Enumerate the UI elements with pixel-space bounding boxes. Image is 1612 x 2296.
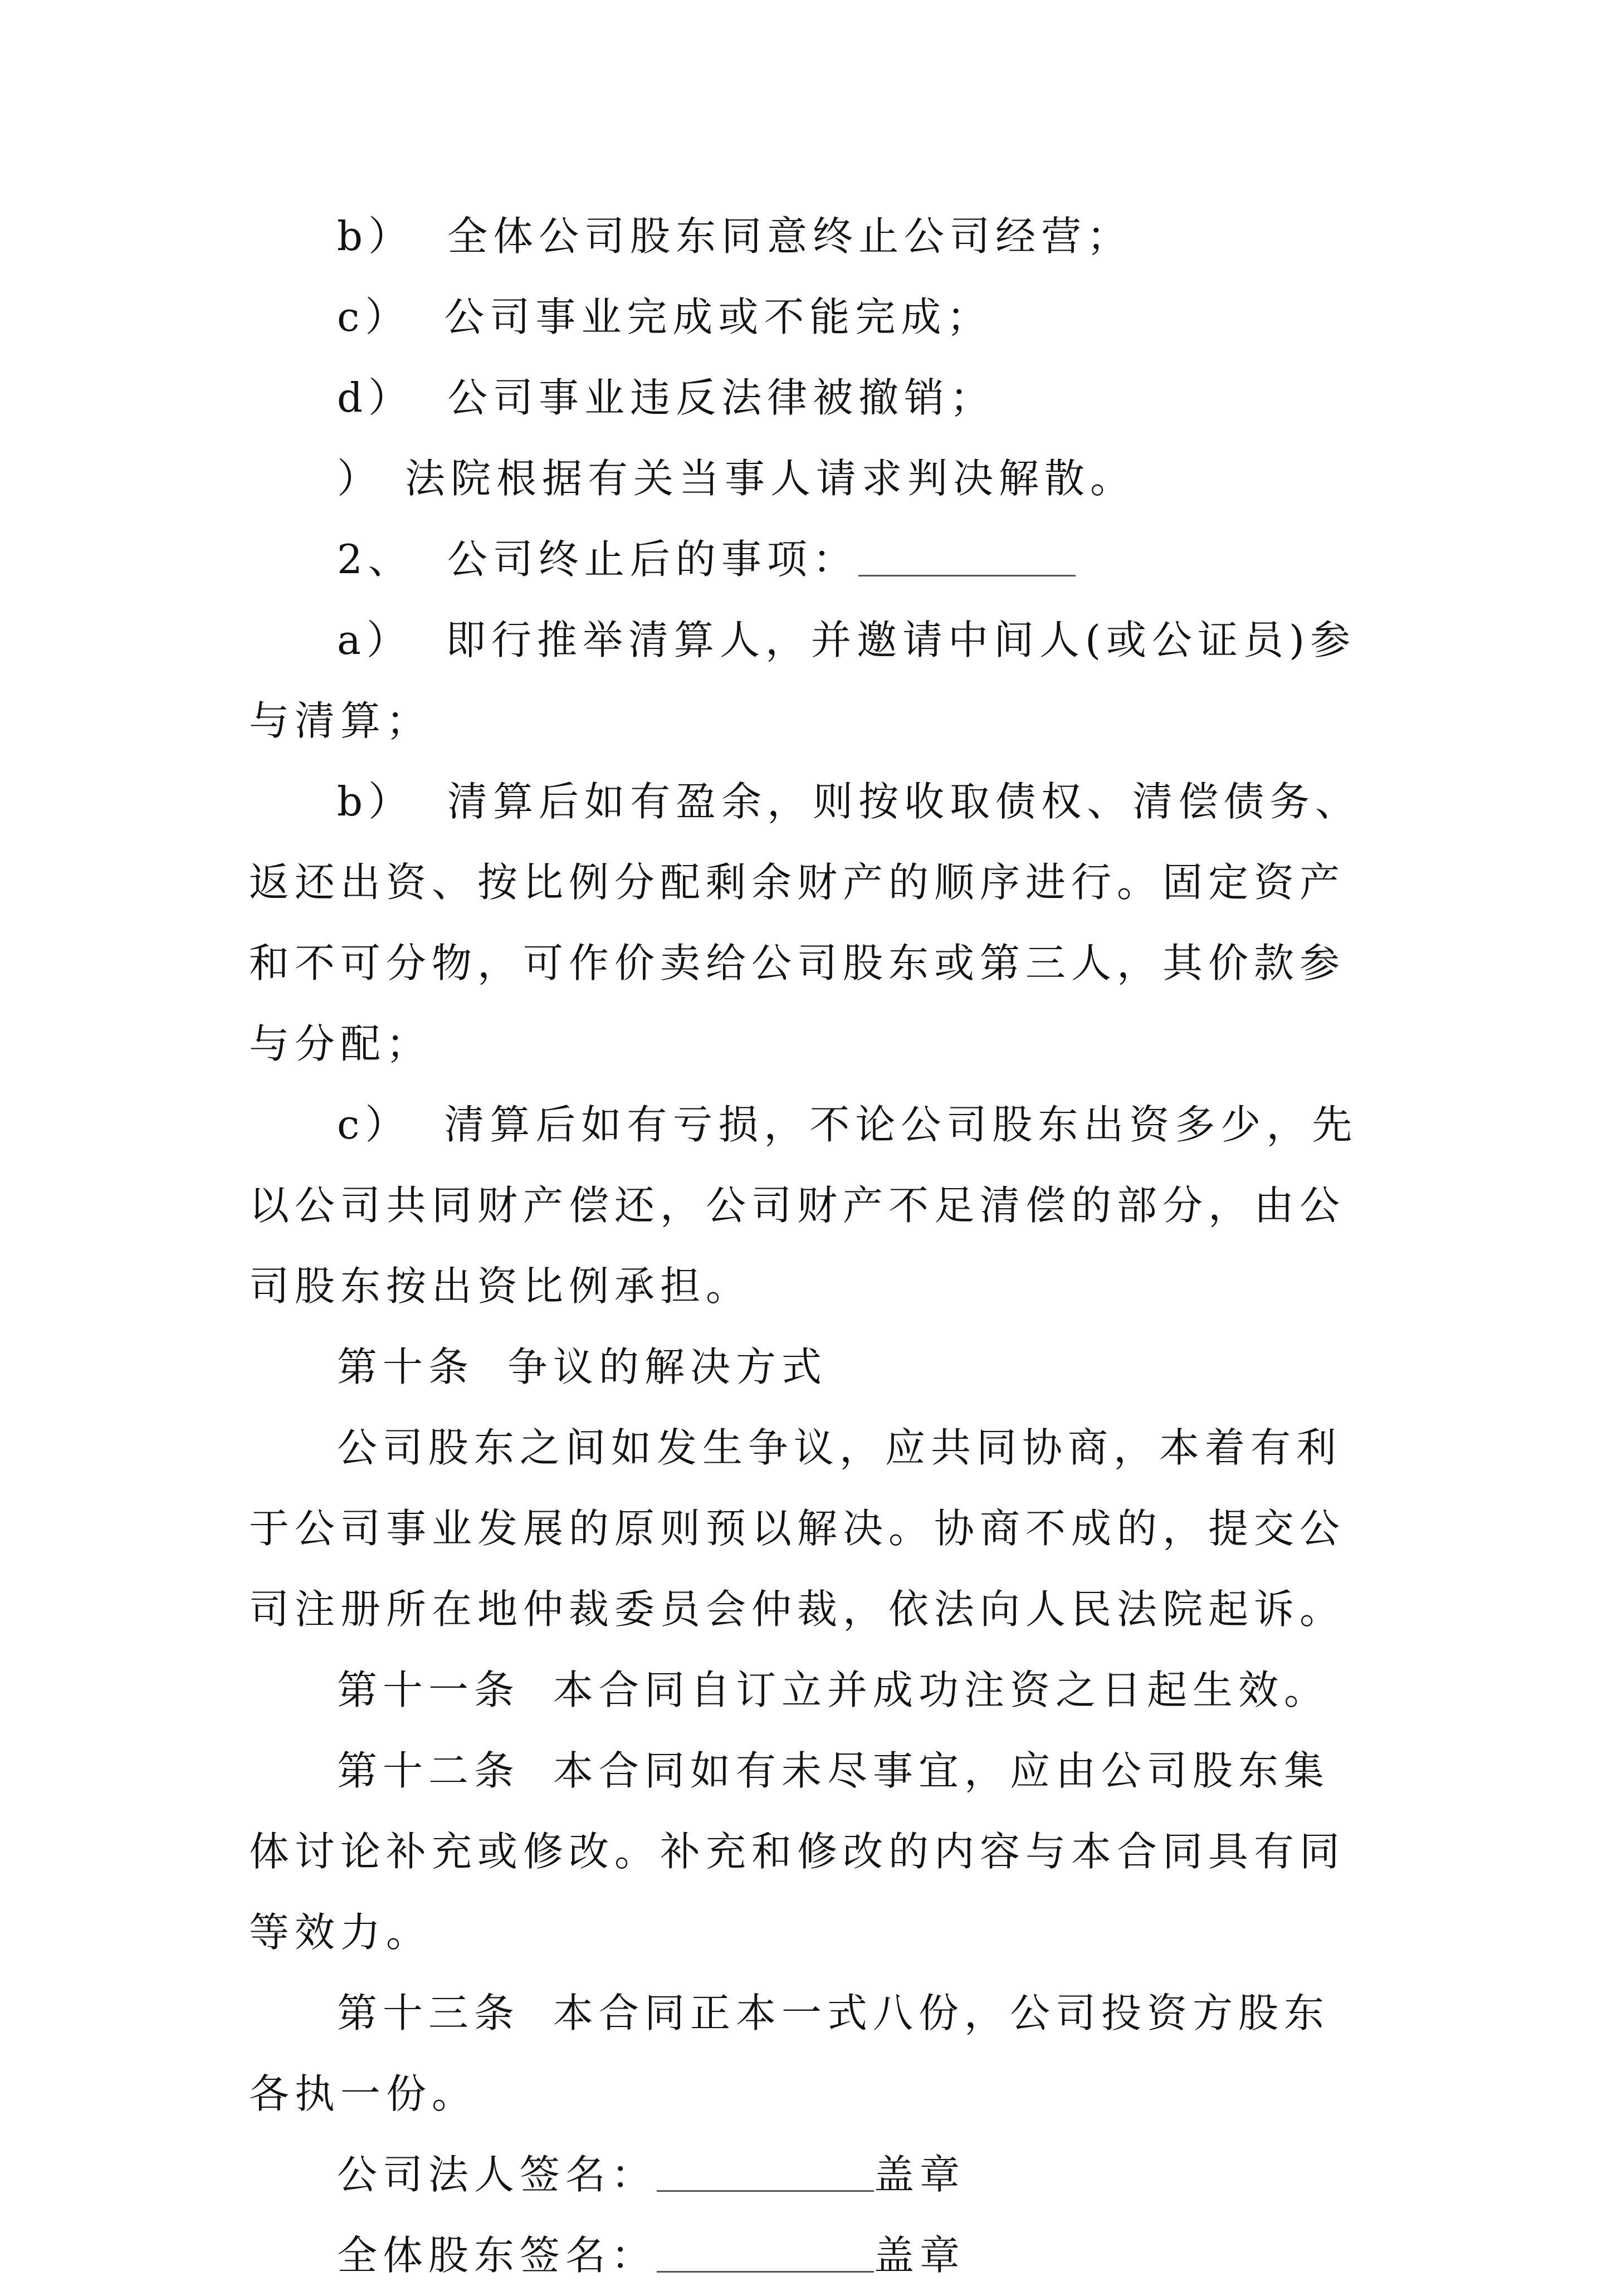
clause-text: 清算后如有亏损，不论公司股东出资多少，先以公司共同财产偿还，公司财产不足清偿的部分，由公司股东按出资比例承担。 [249,1101,1358,1310]
article-text: 本合同如有未尽事宜，应由公司股东集体讨论补充或修改。补充和修改的内容与本合同具有同等效力。 [249,1747,1346,1956]
document-body [249,196,1369,2296]
blank-line [858,575,1076,577]
article-label: 第十一条 [337,1667,520,1713]
signature-suffix: 盖章 [874,2232,966,2279]
signature-suffix: 盖章 [874,2151,966,2198]
clause-b [249,196,1369,277]
article-10-body: 公司股东之间如发生争议，应共同协商，本着有利于公司事业发展的原则预以解决。协商不成的，提交公司注册所在地仲裁委员会仲裁，依法向人民法院起诉。 [249,1424,1346,1633]
article-11 [249,1650,1369,1731]
article-10-heading [249,1327,1369,1408]
article-title: 争议的解决方式 [507,1344,828,1390]
signature-legal-person [249,2134,1369,2215]
article-label: 第十条 [337,1344,475,1390]
clause-text: 全体公司股东同意终止公司经营； [447,213,1133,260]
clause-label: c） [337,294,411,340]
item-text: 公司终止后的事项： [447,536,858,583]
item-2 [249,519,1369,600]
clause-label: d） [337,374,414,421]
clause-text: 即行推举清算人，并邀请中间人(或公证员)参与清算； [249,617,1356,744]
signature-label: 公司法人签名： [337,2151,657,2198]
item-2-sub-b [249,761,1369,1085]
article-13 [249,1973,1369,2134]
clause-text: 公司事业完成或不能完成； [444,294,993,340]
signature-label: 全体股东签名： [337,2232,657,2279]
clause-label: c） [337,1101,411,1148]
article-text: 本合同自订立并成功注资之日起生效。 [553,1667,1330,1713]
clause-text: 公司事业违反法律被撤销； [447,374,996,421]
clause-label: ） [337,455,383,502]
clause-text: 清算后如有盈余，则按收取债权、清偿债务、返还出资、按比例分配剩余财产的顺序进行。固定资产和不可分物，可作价卖给公司股东或第三人，其价款参与分配； [249,778,1361,1067]
item-label: 2、 [337,536,414,583]
clause-e [249,438,1369,519]
clause-label: b） [337,778,414,825]
article-label: 第十三条 [337,1990,520,2036]
clause-text: 法院根据有关当事人请求判决解散。 [405,455,1136,502]
item-2-sub-a [249,600,1369,761]
signature-blank [657,2190,874,2192]
item-2-sub-c [249,1085,1369,1327]
article-12 [249,1731,1369,1973]
signature-shareholders [249,2215,1369,2296]
article-text: 本合同正本一式八份，公司投资方股东各执一份。 [249,1990,1330,2117]
clause-label: a） [337,617,412,663]
article-label: 第十二条 [337,1747,520,1794]
clause-c [249,277,1369,358]
signature-blank [657,2271,874,2273]
clause-d [249,358,1369,438]
clause-label: b） [337,213,414,260]
